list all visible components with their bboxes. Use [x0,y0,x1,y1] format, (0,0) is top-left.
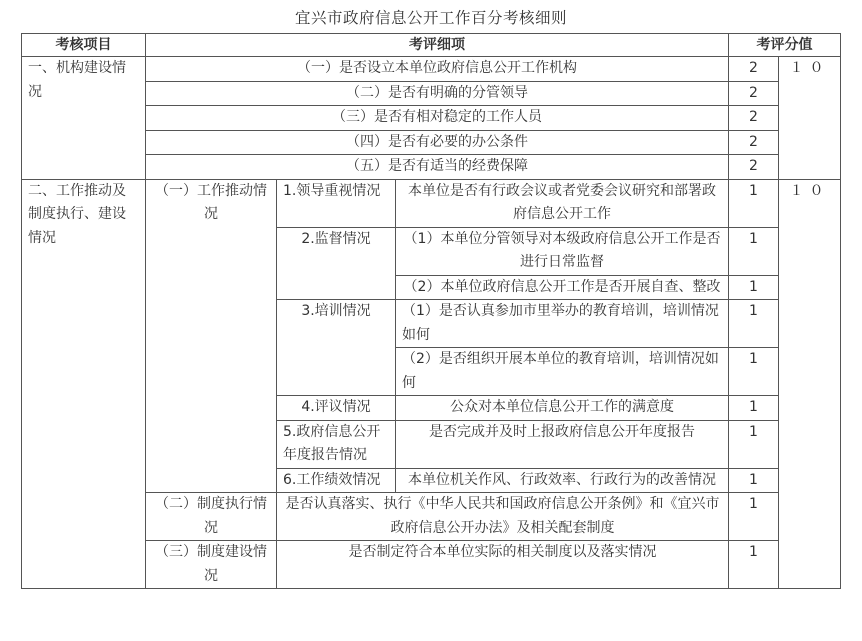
sub-item-name: 2.监督情况 [277,227,396,300]
detail-text: （2）是否组织开展本单位的教育培训，培训情况如何 [396,348,729,396]
section2-name: 二、工作推动及制度执行、建设情况 [22,179,146,589]
sub-item-name: 4.评议情况 [277,396,396,421]
score-cell: 1 [729,300,779,348]
score-cell: 1 [729,468,779,493]
detail-text: 公众对本单位信息公开工作的满意度 [396,396,729,421]
page-title: 宜兴市政府信息公开工作百分考核细则 [294,9,567,27]
detail-text: 是否认真落实、执行《中华人民共和国政府信息公开条例》和《宜兴市政府信息公开办法》及相关配套制度 [277,493,729,541]
detail-text: 是否制定符合本单位实际的相关制度以及落实情况 [277,541,729,589]
score-cell: 1 [729,396,779,421]
header-item: 考核项目 [22,34,146,57]
detail-text: 是否完成并及时上报政府信息公开年度报告 [396,420,729,468]
score-cell: 2 [729,130,779,155]
detail-text: （2）本单位政府信息公开工作是否开展自查、整改 [396,275,729,300]
section2-total: １０ [779,179,841,589]
detail-text: 本单位是否有行政会议或者党委会议研究和部署政府信息公开工作 [396,179,729,227]
score-cell: 1 [729,541,779,589]
score-cell: 1 [729,179,779,227]
sub1-name: （一）工作推动情况 [146,179,277,493]
detail-text: （三）是否有相对稳定的工作人员 [146,106,729,131]
header-detail: 考评细项 [146,34,729,57]
header-score: 考评分值 [729,34,841,57]
sub-item-name: 1.领导重视情况 [277,179,396,227]
score-cell: 1 [729,275,779,300]
score-cell: 1 [729,348,779,396]
score-cell: 2 [729,57,779,82]
detail-text: （二）是否有明确的分管领导 [146,81,729,106]
table-row [22,179,841,227]
section1-total: １０ [779,57,841,180]
detail-text: （四）是否有必要的办公条件 [146,130,729,155]
score-cell: 2 [729,155,779,180]
table-row [22,57,841,82]
score-cell: 1 [729,493,779,541]
detail-text: 本单位机关作风、行政效率、行政行为的改善情况 [396,468,729,493]
sub-item-name: 6.工作绩效情况 [277,468,396,493]
section1-name: 一、机构建设情况 [22,57,146,180]
detail-text: （1）是否认真参加市里举办的教育培训，培训情况如何 [396,300,729,348]
sub3-name: （三）制度建设情况 [146,541,277,589]
assessment-table [21,33,841,589]
sub-item-name: 3.培训情况 [277,300,396,396]
sub-item-name: 5.政府信息公开年度报告情况 [277,420,396,468]
score-cell: 1 [729,227,779,275]
detail-text: （1）本单位分管领导对本级政府信息公开工作是否进行日常监督 [396,227,729,275]
sub2-name: （二）制度执行情况 [146,493,277,541]
detail-text: （一）是否设立本单位政府信息公开工作机构 [146,57,729,82]
score-cell: 2 [729,106,779,131]
detail-text: （五）是否有适当的经费保障 [146,155,729,180]
score-cell: 2 [729,81,779,106]
header-row [22,34,841,57]
score-cell: 1 [729,420,779,468]
